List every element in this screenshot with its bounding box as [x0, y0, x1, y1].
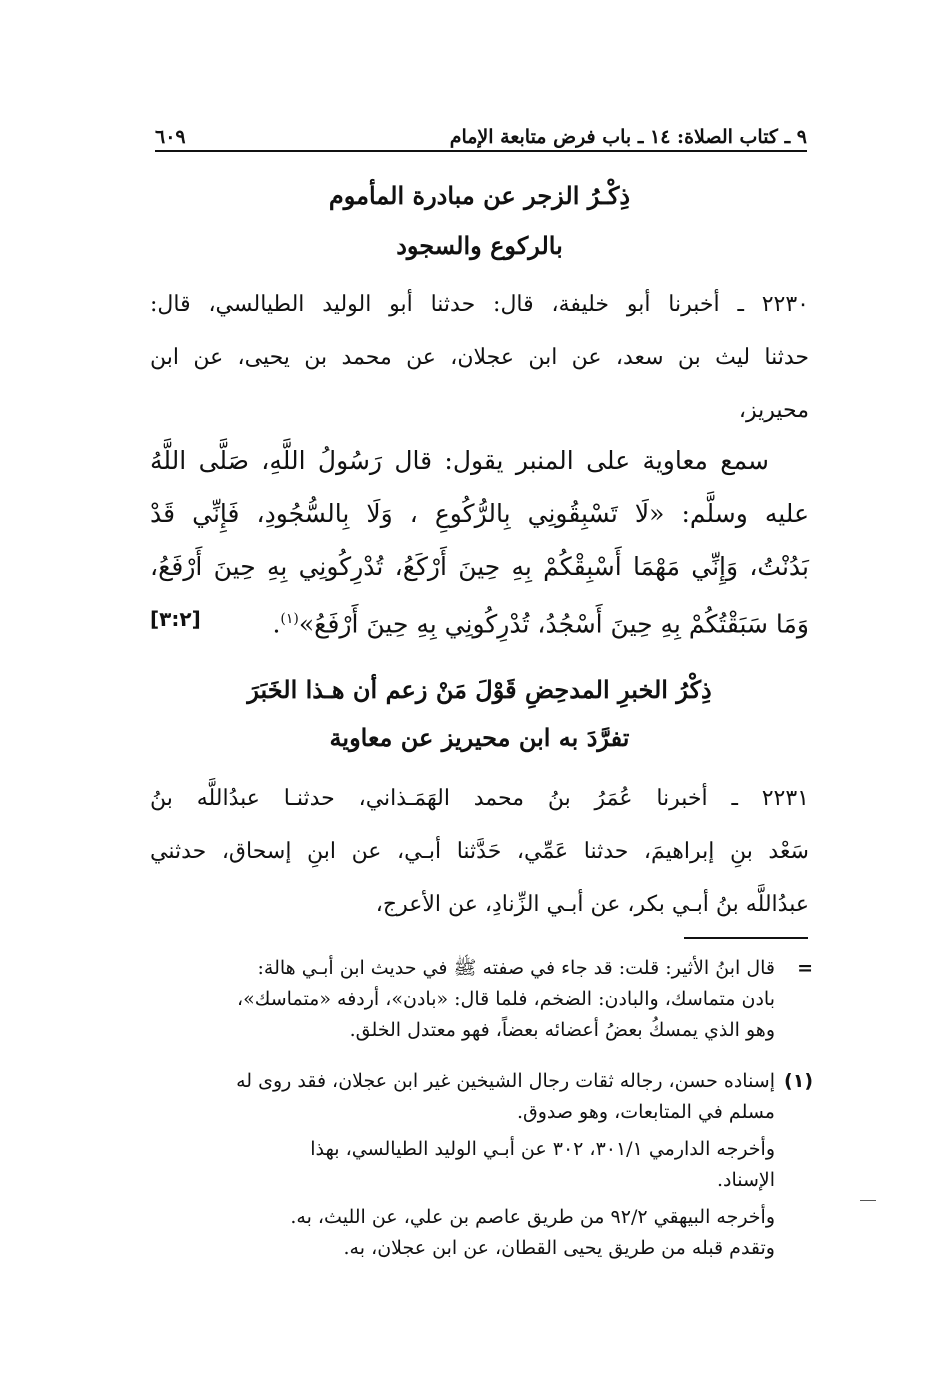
footnote-line: بادن متماسك، والبادن: الضخم، فلما قال: «بادن»، أردفه «متماسك»،	[236, 988, 775, 1010]
footnote-continuation	[150, 953, 813, 1046]
footnote-rule	[684, 937, 808, 939]
text-line: حدثنا ليث بن سعد، عن ابن عجلان، عن محمد بن يحيى، عن ابن	[150, 345, 809, 370]
margin-mark	[860, 1200, 876, 1201]
footnote-line: مسلم في المتابعات، وهو صدوق.	[516, 1101, 775, 1123]
running-head	[155, 108, 807, 148]
matn-last-line: وَمَا سَبَقْتُكُمْ بِهِ حِينَ أَسْجُدُ، تُدْرِكُونِي بِهِ حِينَ أَرْفَعُ»	[298, 609, 809, 639]
text-line: بَدُنْتُ، وَإِنِّي مَهْمَا أَسْبِقْكُمْ بِهِ حِينَ أَرْكَعُ، تُدْرِكُونِي بِهِ حِينَ أَرْفَعُ،	[150, 552, 809, 581]
heading-line: بالركوع والسجود	[396, 231, 563, 260]
heading-line: تفرَّدَ به ابن محيريز عن معاوية	[329, 723, 630, 752]
footnote-line: وهو الذي يمسكُ بعضُ أعضائه بعضاً، فهو معتدل الخلق.	[349, 1019, 775, 1041]
footnote-ref: (١)	[280, 611, 299, 627]
hadith-2230-matn	[150, 434, 809, 650]
section-heading-2	[150, 672, 809, 756]
hadith-2231-isnad	[150, 772, 809, 931]
footnote-line: إسناده حسن، رجاله ثقات رجال الشيخين غير ابن عجلان، فقد روى له	[236, 1070, 775, 1092]
text-line: عليه وسلَّم: «لَا تَسْبِقُونِي بِالرُّكُوعِ ، وَلَا بِالسُّجُودِ، فَإِنِّي قَدْ	[150, 499, 809, 528]
footnote-line: وأخرجه الدارمي ٣٠١/١، ٣٠٢ عن أبـي الوليد الطيالسي، بهذا	[310, 1138, 775, 1160]
heading-line: ذِكْرُ الخبرِ المدحِضِ قَوْلَ مَنْ زعم أن هـذا الخَبَرَ	[247, 675, 712, 704]
reference-number: [٣:٢]	[150, 607, 201, 631]
page-number: ٦٠٩	[155, 126, 186, 148]
continuation-mark: =	[797, 957, 813, 979]
text-line: سَعْد بنِ إبراهيمَ، حدثنا عَمِّي، حَدَّثنا أبـي، عن ابنِ إسحاق، حدثني	[150, 839, 809, 864]
footnote-number: (١)	[784, 1070, 813, 1092]
footnote-line: قال ابنُ الأثير: قلت: قد جاء في صفته ﷺ في حديث ابن أبـي هالة:	[257, 957, 775, 979]
footnote-line: وأخرجه البيهقي ٩٢/٢ من طريق عاصم بن علي، عن الليث، به.	[290, 1206, 775, 1228]
text-line: سمع معاوية على المنبر يقول: قال رَسُولُ اللَّهِ، صَلَّى اللَّهُ	[150, 446, 769, 475]
footnote-line: الإسناد.	[716, 1169, 775, 1191]
hadith-2230-isnad	[150, 278, 809, 437]
text-line: عبدُاللَّه بنُ أبـي بكر، عن أبـي الزِّنادِ، عن الأعرج،	[375, 892, 809, 917]
chapter-title: ٩ ـ كتاب الصلاة: ١٤ ـ باب فرض متابعة الإمام	[449, 126, 807, 148]
text-line: ٢٢٣٠ ـ أخبرنا أبو خليفة، قال: حدثنا أبو الوليد الطيالسي، قال:	[150, 292, 809, 317]
text-line: محيريز،	[738, 398, 809, 423]
heading-line: ذِكْـرُ الزجر عن مبادرة المأموم	[328, 181, 631, 210]
footnote-1	[150, 1066, 813, 1264]
header-rule	[155, 150, 807, 152]
section-heading-1	[150, 178, 809, 264]
text-line: ٢٢٣١ ـ أخبرنا عُمَرُ بنُ محمد الهَمَـذاني، حدثنـا عبدُاللَّه بنُ	[150, 786, 809, 811]
text-line: وَمَا سَبَقْتُكُمْ بِهِ حِينَ أَسْجُدُ، تُدْرِكُونِي بِهِ حِينَ أَرْفَعُ»$^{(١)}$. [٣:٢]	[150, 593, 809, 650]
footnote-line: وتقدم قبله من طريق يحيى القطان، عن ابن عجلان، به.	[343, 1237, 775, 1259]
